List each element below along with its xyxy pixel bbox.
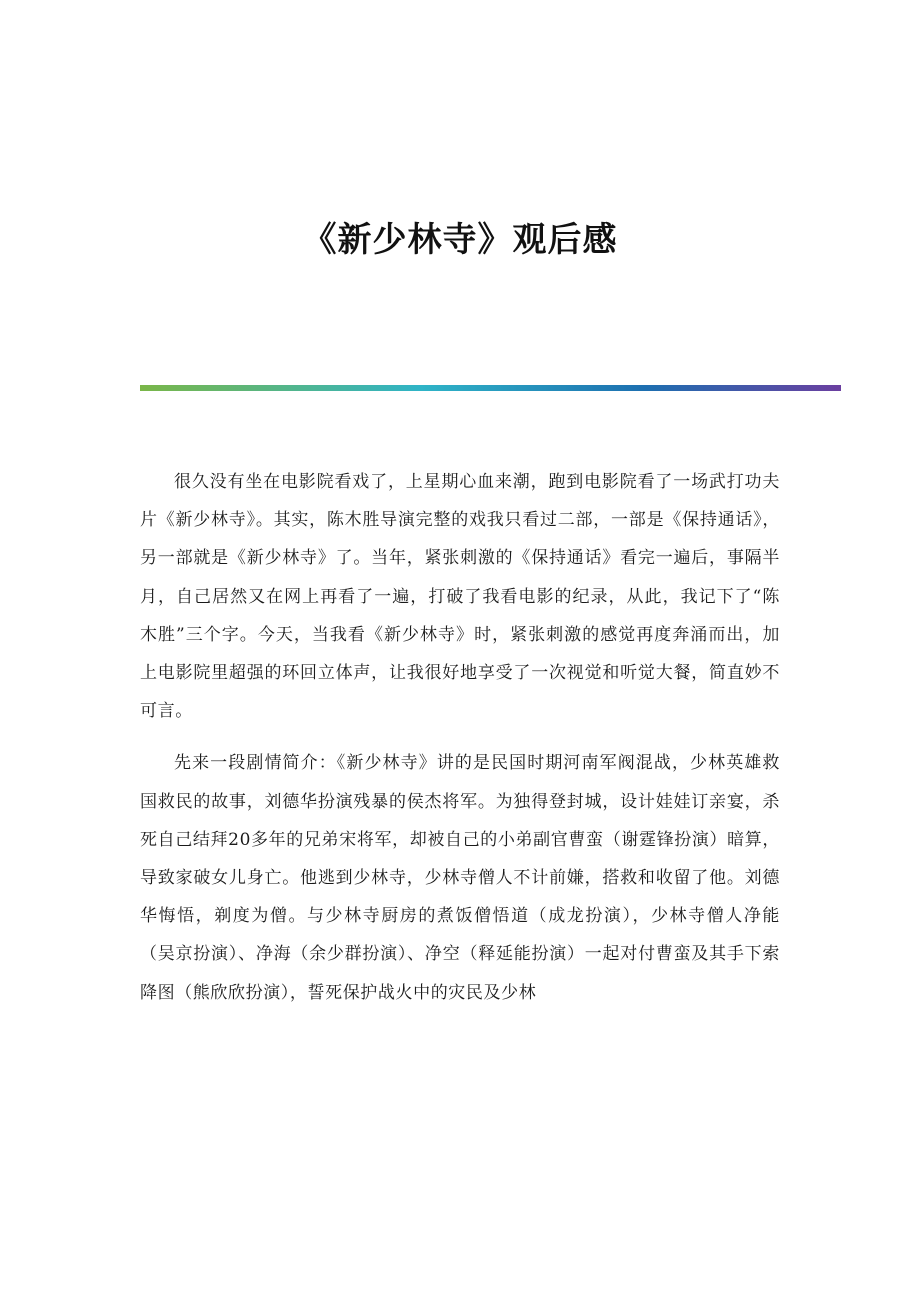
title-divider: [140, 385, 841, 391]
paragraph-2: 先来一段剧情简介：《新少林寺》讲的是民国时期河南军阀混战，少林英雄救国救民的故事，刘德华扮演残暴的侯杰将军。为独得登封城，设计娃娃订亲宴，杀死自己结拜20多年的兄弟宋将军，却被自己的小弟副官曹蛮（谢霆锋扮演）暗算，导致家破女儿身亡。他逃到少林寺，少林寺僧人不计前嫌，搭救和收留了他。刘德华悔悟，剃度为僧。与少林寺厨房的煮饭僧悟道（成龙扮演），少林寺僧人净能（吴京扮演）、净海（余少群扮演）、净空（释延能扮演）一起对付曹蛮及其手下索降图（熊欣欣扮演），誓死保护战火中的灾民及少林: [140, 753, 780, 1003]
document-body: [140, 463, 780, 1026]
paragraph-1: 很久没有坐在电影院看戏了，上星期心血来潮，跑到电影院看了一场武打功夫片《新少林寺》。其实，陈木胜导演完整的戏我只看过二部，一部是《保持通话》，另一部就是《新少林寺》了。当年，紧张刺激的《保持通话》看完一遍后，事隔半月，自己居然又在网上再看了一遍，打破了我看电影的纪录，从此，我记下了“陈木胜”三个字。今天，当我看《新少林寺》时，紧张刺激的感觉再度奔涌而出，加上电影院里超强的环回立体声，让我很好地享受了一次视觉和听觉大餐，简直妙不可言。: [140, 472, 780, 722]
document-title: 《新少林寺》观后感: [302, 220, 618, 260]
